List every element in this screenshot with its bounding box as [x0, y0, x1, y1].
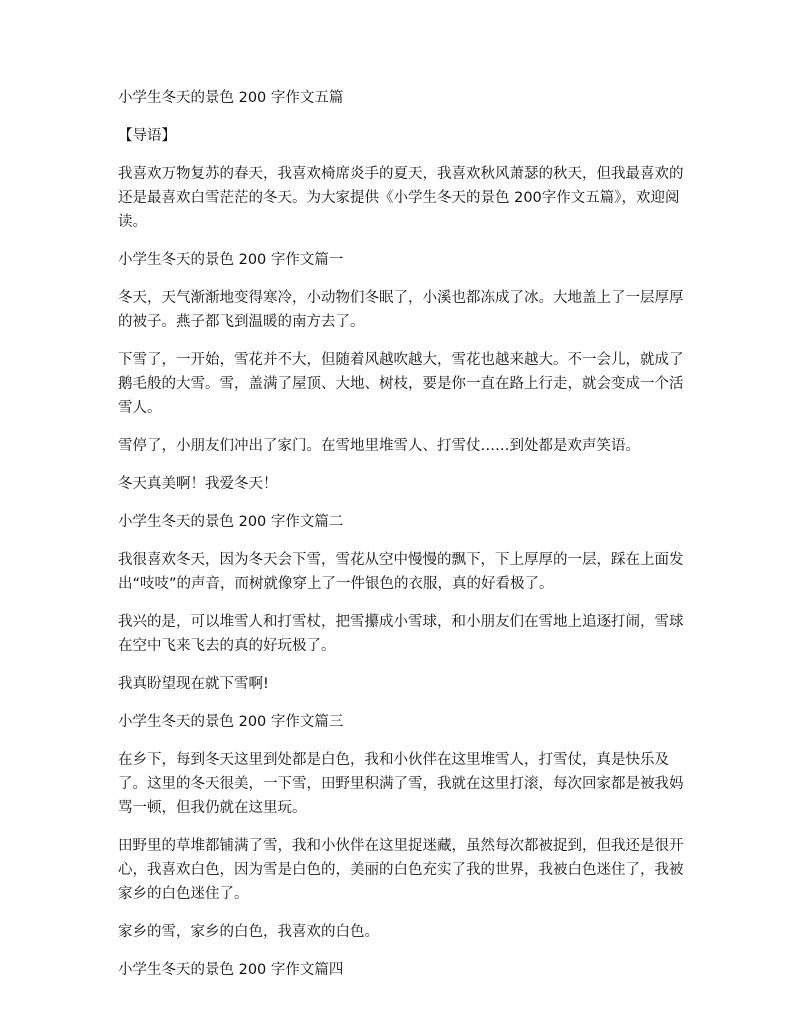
- section3-paragraph-2: 田野里的草堆都铺满了雪，我和小伙伴在这里捉迷藏，虽然每次都被捉到，但我还是很开心，我喜欢白色，因为雪是白色的，美丽的白色充实了我的世界，我被白色迷住了，我被家乡的白色迷住了。: [118, 838, 684, 902]
- section2-paragraph-2: 我兴的是，可以堆雪人和打雪杖，把雪攥成小雪球，和小朋友们在雪地上追逐打闹，雪球在空中飞来飞去的真的好玩极了。: [118, 614, 684, 654]
- document-page: [118, 86, 684, 996]
- section1-paragraph-1: 冬天，天气渐渐地变得寒冷，小动物们冬眠了，小溪也都冻成了冰。大地盖上了一层厚厚的被子。燕子都飞到温暖的南方去了。: [118, 290, 684, 330]
- intro-paragraph: 我喜欢万物复苏的春天，我喜欢椅席炎手的夏天，我喜欢秋风萧瑟的秋天，但我最喜欢的还是最喜欢白雪茫茫的冬天。为大家提供《小学生冬天的景色 200字作文五篇》，欢迎阅读。: [118, 166, 684, 230]
- section1-heading: 小学生冬天的景色 200 字作文篇一: [118, 252, 344, 268]
- intro-label: 【导语】: [118, 128, 176, 144]
- section1-paragraph-4: 冬天真美啊！我爱冬天！: [118, 476, 278, 492]
- section3-paragraph-1: 在乡下，每到冬天这里到处都是白色，我和小伙伴在这里堆雪人，打雪仗，真是快乐及了。这里的冬天很美，一下雪，田野里积满了雪，我就在这里打滚，每次回家都是被我妈骂一顿，但我仍就在这里玩。: [118, 752, 684, 816]
- section2-heading: 小学生冬天的景色 200 字作文篇二: [118, 514, 344, 530]
- section2-paragraph-3: 我真盼望现在就下雪啊!: [118, 676, 269, 692]
- section3-paragraph-3: 家乡的雪，家乡的白色，我喜欢的白色。: [118, 924, 379, 940]
- section1-paragraph-2: 下雪了，一开始，雪花并不大，但随着风越吹越大，雪花也越来越大。不一会儿，就成了鹅毛般的大雪。雪，盖满了屋顶、大地、树枝，要是你一直在路上行走，就会变成一个活雪人。: [118, 352, 684, 416]
- section2-paragraph-1: 我很喜欢冬天，因为冬天会下雪，雪花从空中慢慢的飘下，下上厚厚的一层，踩在上面发出“吱吱”的声音，而树就像穿上了一件银色的衣服，真的好看极了。: [118, 552, 684, 592]
- section4-heading: 小学生冬天的景色 200 字作文篇四: [118, 962, 344, 978]
- section1-paragraph-3: 雪停了，小朋友们冲出了家门。在雪地里堆雪人、打雪仗……到处都是欢声笑语。: [118, 438, 640, 454]
- document-title: 小学生冬天的景色 200 字作文五篇: [118, 90, 344, 106]
- section3-heading: 小学生冬天的景色 200 字作文篇三: [118, 714, 344, 730]
